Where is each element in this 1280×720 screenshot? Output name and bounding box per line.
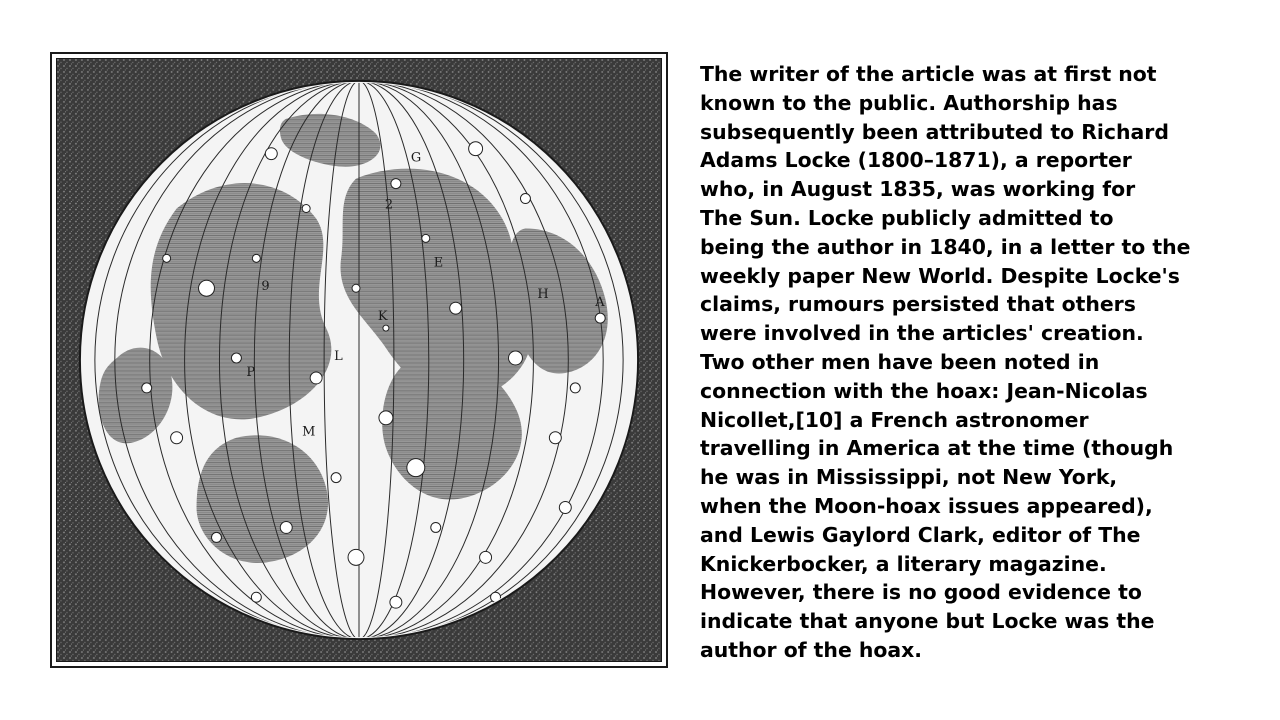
article-line: being the author in 1840, in a letter to the xyxy=(700,234,1191,259)
map-letter: 9 xyxy=(261,279,270,295)
article-line: Nicollet,[10] a French astronomer xyxy=(700,407,1089,432)
article-line: known to the public. Authorship has xyxy=(700,90,1118,115)
article-line: and Lewis Gaylord Clark, editor of The xyxy=(700,522,1141,547)
map-letter: P xyxy=(246,364,256,380)
moon-map-figure xyxy=(50,52,668,668)
moon-map-svg xyxy=(57,59,661,661)
article-line: he was in Mississippi, not New York, xyxy=(700,465,1118,490)
article-line: when the Moon-hoax issues appeared), xyxy=(700,493,1153,518)
article-line: connection with the hoax: Jean-Nicolas xyxy=(700,378,1148,403)
article-line: were involved in the articles' creation. xyxy=(700,321,1144,346)
map-letter: A xyxy=(595,295,605,311)
article-line: Knickerbocker, a literary magazine. xyxy=(700,551,1107,576)
article-line: subsequently been attributed to Richard xyxy=(700,119,1169,144)
article-line: Adams Locke (1800–1871), a reporter xyxy=(700,148,1132,173)
article-line: The Sun. Locke publicly admitted to xyxy=(700,205,1114,230)
map-letter: M xyxy=(302,424,316,440)
article-line: However, there is no good evidence to xyxy=(700,580,1142,605)
article-line: The writer of the article was at first not xyxy=(700,62,1157,86)
article-line: weekly paper New World. Despite Locke's xyxy=(700,263,1180,288)
article-line: who, in August 1835, was working for xyxy=(700,177,1136,202)
map-letter: H xyxy=(537,287,549,303)
map-letter: L xyxy=(334,349,343,364)
moon-map-engraving-icon xyxy=(56,58,662,662)
article-line: author of the hoax. xyxy=(700,637,923,662)
article-line: travelling in America at the time (though xyxy=(700,436,1174,461)
map-letter: K xyxy=(377,309,388,325)
article-paragraph xyxy=(700,60,1260,665)
map-letter: E xyxy=(433,255,444,271)
map-letter: 2 xyxy=(384,197,394,213)
article-line: Two other men have been noted in xyxy=(700,349,1100,374)
article-line: claims, rumours persisted that others xyxy=(700,292,1136,317)
map-letter: G xyxy=(410,150,422,166)
article-line: indicate that anyone but Locke was the xyxy=(700,609,1155,634)
